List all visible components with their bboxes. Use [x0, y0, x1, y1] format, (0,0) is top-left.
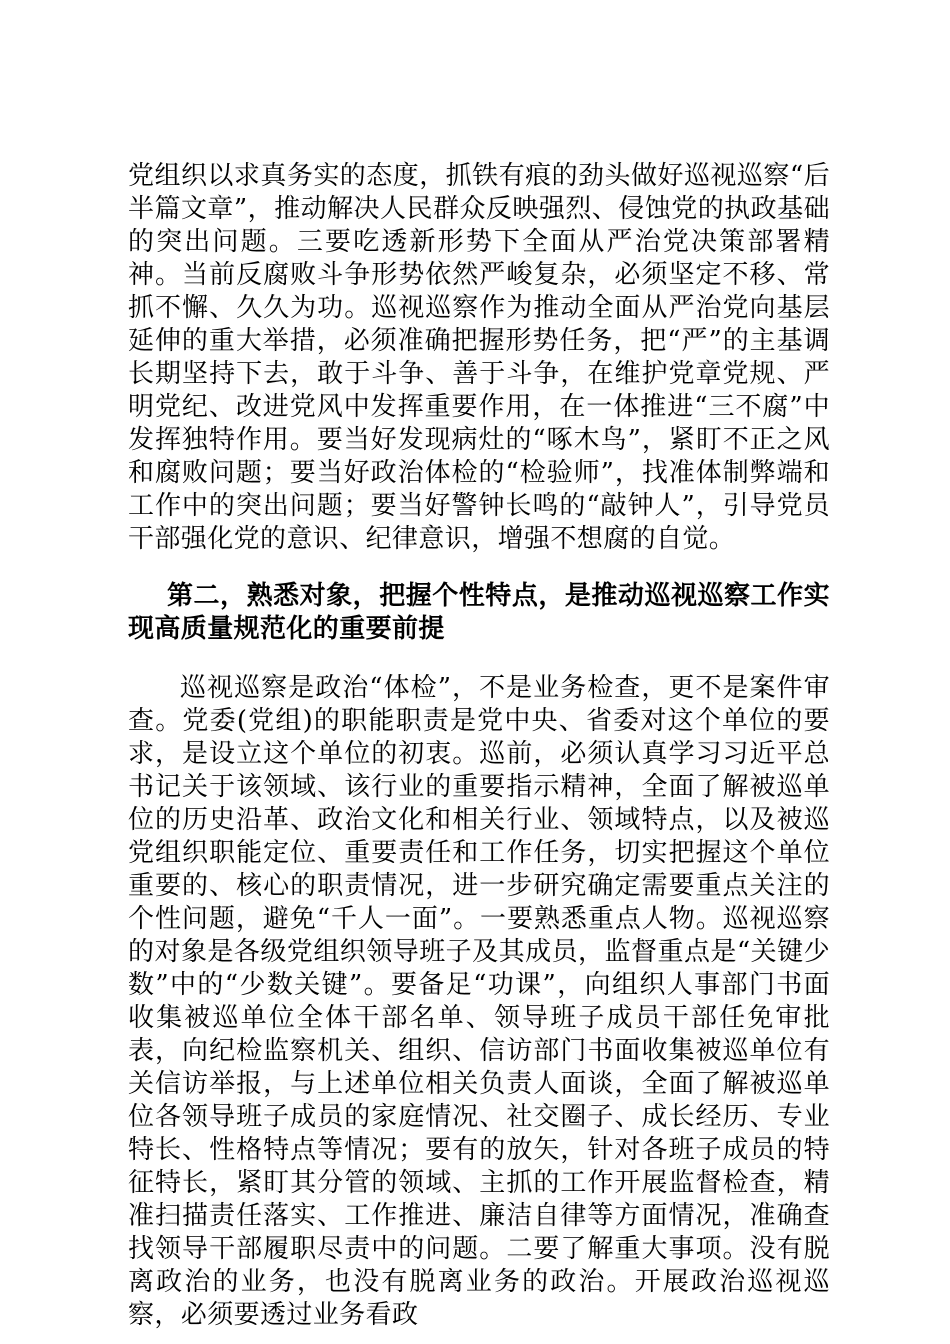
document-page [128, 160, 830, 1332]
body-paragraph: 巡视巡察是政治“体检”，不是业务检查，更不是案件审查。党委(党组)的职能职责是党中央、省委对这个单位的要求，是设立这个单位的初衷。巡前，必须认真学习习近平总书记关于该领域、该行业的重要指示精神，全面了解被巡单位的历史沿革、政治文化和相关行业、领域特点，以及被巡党组织职能定位、重要责任和工作任务，切实把握这个单位重要的、核心的职责情况，进一步研究确定需要重点关注的个性问题，避免“千人一面”。一要熟悉重点人物。巡视巡察的对象是各级党组织领导班子及其成员，监督重点是“关键少数”中的“少数关键”。要备足“功课”，向组织人事部门书面收集被巡单位全体干部名单、领导班子成员干部任免审批表，向纪检监察机关、组织、信访部门书面收集被巡单位有关信访举报，与上述单位相关负责人面谈，全面了解被巡单位各领导班子成员的家庭情况、社交圈子、成长经历、专业特长、性格特点等情况；要有的放矢，针对各班子成员的特征特长，紧盯其分管的领域、主抓的工作开展监督检查，精准扫描责任落实、工作推进、廉洁自律等方面情况，准确查找领导干部履职尽责中的问题。二要了解重大事项。没有脱离政治的业务，也没有脱离业务的政治。开展政治巡视巡察，必须要透过业务看政 [128, 673, 830, 1330]
body-paragraph-continued: 党组织以求真务实的态度，抓铁有痕的劲头做好巡视巡察“后半篇文章”，推动解决人民群众反映强烈、侵蚀党的执政基础的突出问题。三要吃透新形势下全面从严治党决策部署精神。当前反腐败斗争形势依然严峻复杂，必须坚定不移、常抓不懈、久久为功。巡视巡察作为推动全面从严治党向基层延伸的重大举措，必须准确把握形势任务，把“严”的主基调长期坚持下去，敢于斗争、善于斗争，在维护党章党规、严明党纪、改进党风中发挥重要作用，在一体推进“三不腐”中发挥独特作用。要当好发现病灶的“啄木鸟”，紧盯不正之风和腐败问题；要当好政治体检的“检验师”，找准体制弊端和工作中的突出问题；要当好警钟长鸣的“敲钟人”，引导党员干部强化党的意识、纪律意识，增强不想腐的自觉。 [128, 161, 830, 554]
section-heading: 第二，熟悉对象，把握个性特点，是推动巡视巡察工作实现高质量规范化的重要前提 [128, 581, 830, 644]
